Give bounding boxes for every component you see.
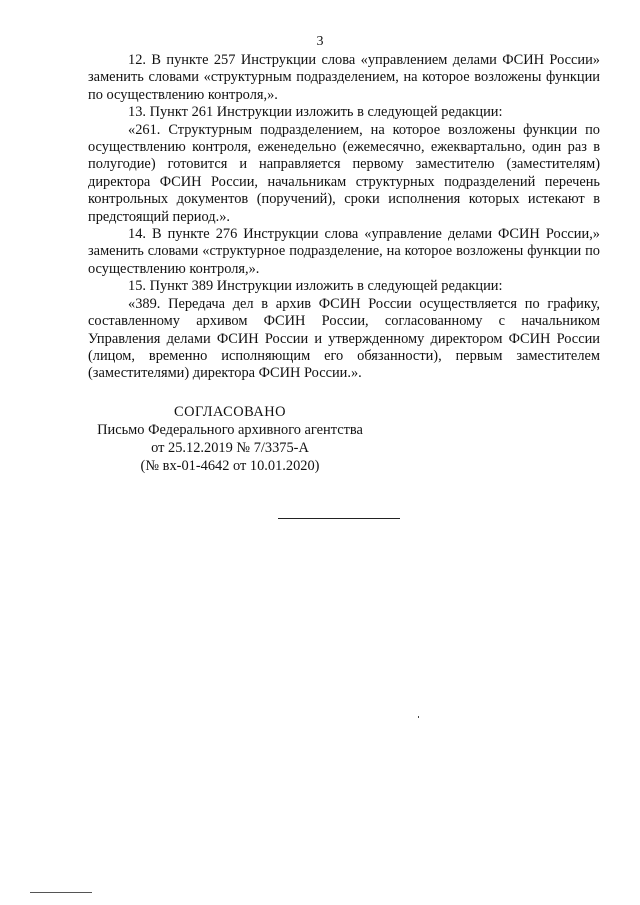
approval-letter-date: от 25.12.2019 № 7/3375-А [151,440,309,456]
amendment-item-14: 14. В пункте 276 Инструкции слова «управление делами ФСИН России,» заменить словами «структурное подразделение, на которое возложены функции по осуществлению контроля,». [88,226,600,277]
page-number: 3 [316,34,324,49]
amendments-text [88,52,600,383]
approval-heading: СОГЛАСОВАНО [173,404,287,420]
approval-letter-line: Письмо Федерального архивного агентства [97,422,363,438]
footer-divider [30,892,92,893]
amendment-item-12: 12. В пункте 257 Инструкции слова «управлением делами ФСИН России» заменить словами «структурным подразделением, на которое возложены функции по осуществлению контроля,». [88,52,600,103]
amendment-quote-261: «261. Структурным подразделением, на которое возложены функции по осуществлению контроля, еженедельно (ежемесячно, ежеквартально, один раз в полугодие) готовится и направляется первому заместителю (заместителям) директора ФСИН России, начальникам структурных подразделений перечень контрольных документов (поручений), сроки исполнения которых истекают в предстоящий период.». [88,121,600,225]
approval-block [0,403,460,475]
approval-incoming-number: (№ вх-01-4642 от 10.01.2020) [140,458,320,474]
amendment-item-15: 15. Пункт 389 Инструкции изложить в следующей редакции: [128,278,503,295]
amendment-item-13: 13. Пункт 261 Инструкции изложить в следующей редакции: [128,104,503,121]
amendment-quote-389: «389. Передача дел в архив ФСИН России осуществляется по графику, составленному архивом ФСИН России, согласованному с начальником Управления делами ФСИН России и утвержденному директором ФСИН России (лицом, временно исполняющим его обязанности), первым заместителем (заместителями) директора ФСИН России.». [88,295,600,382]
signature-divider [278,518,400,519]
scan-speck [418,716,419,718]
